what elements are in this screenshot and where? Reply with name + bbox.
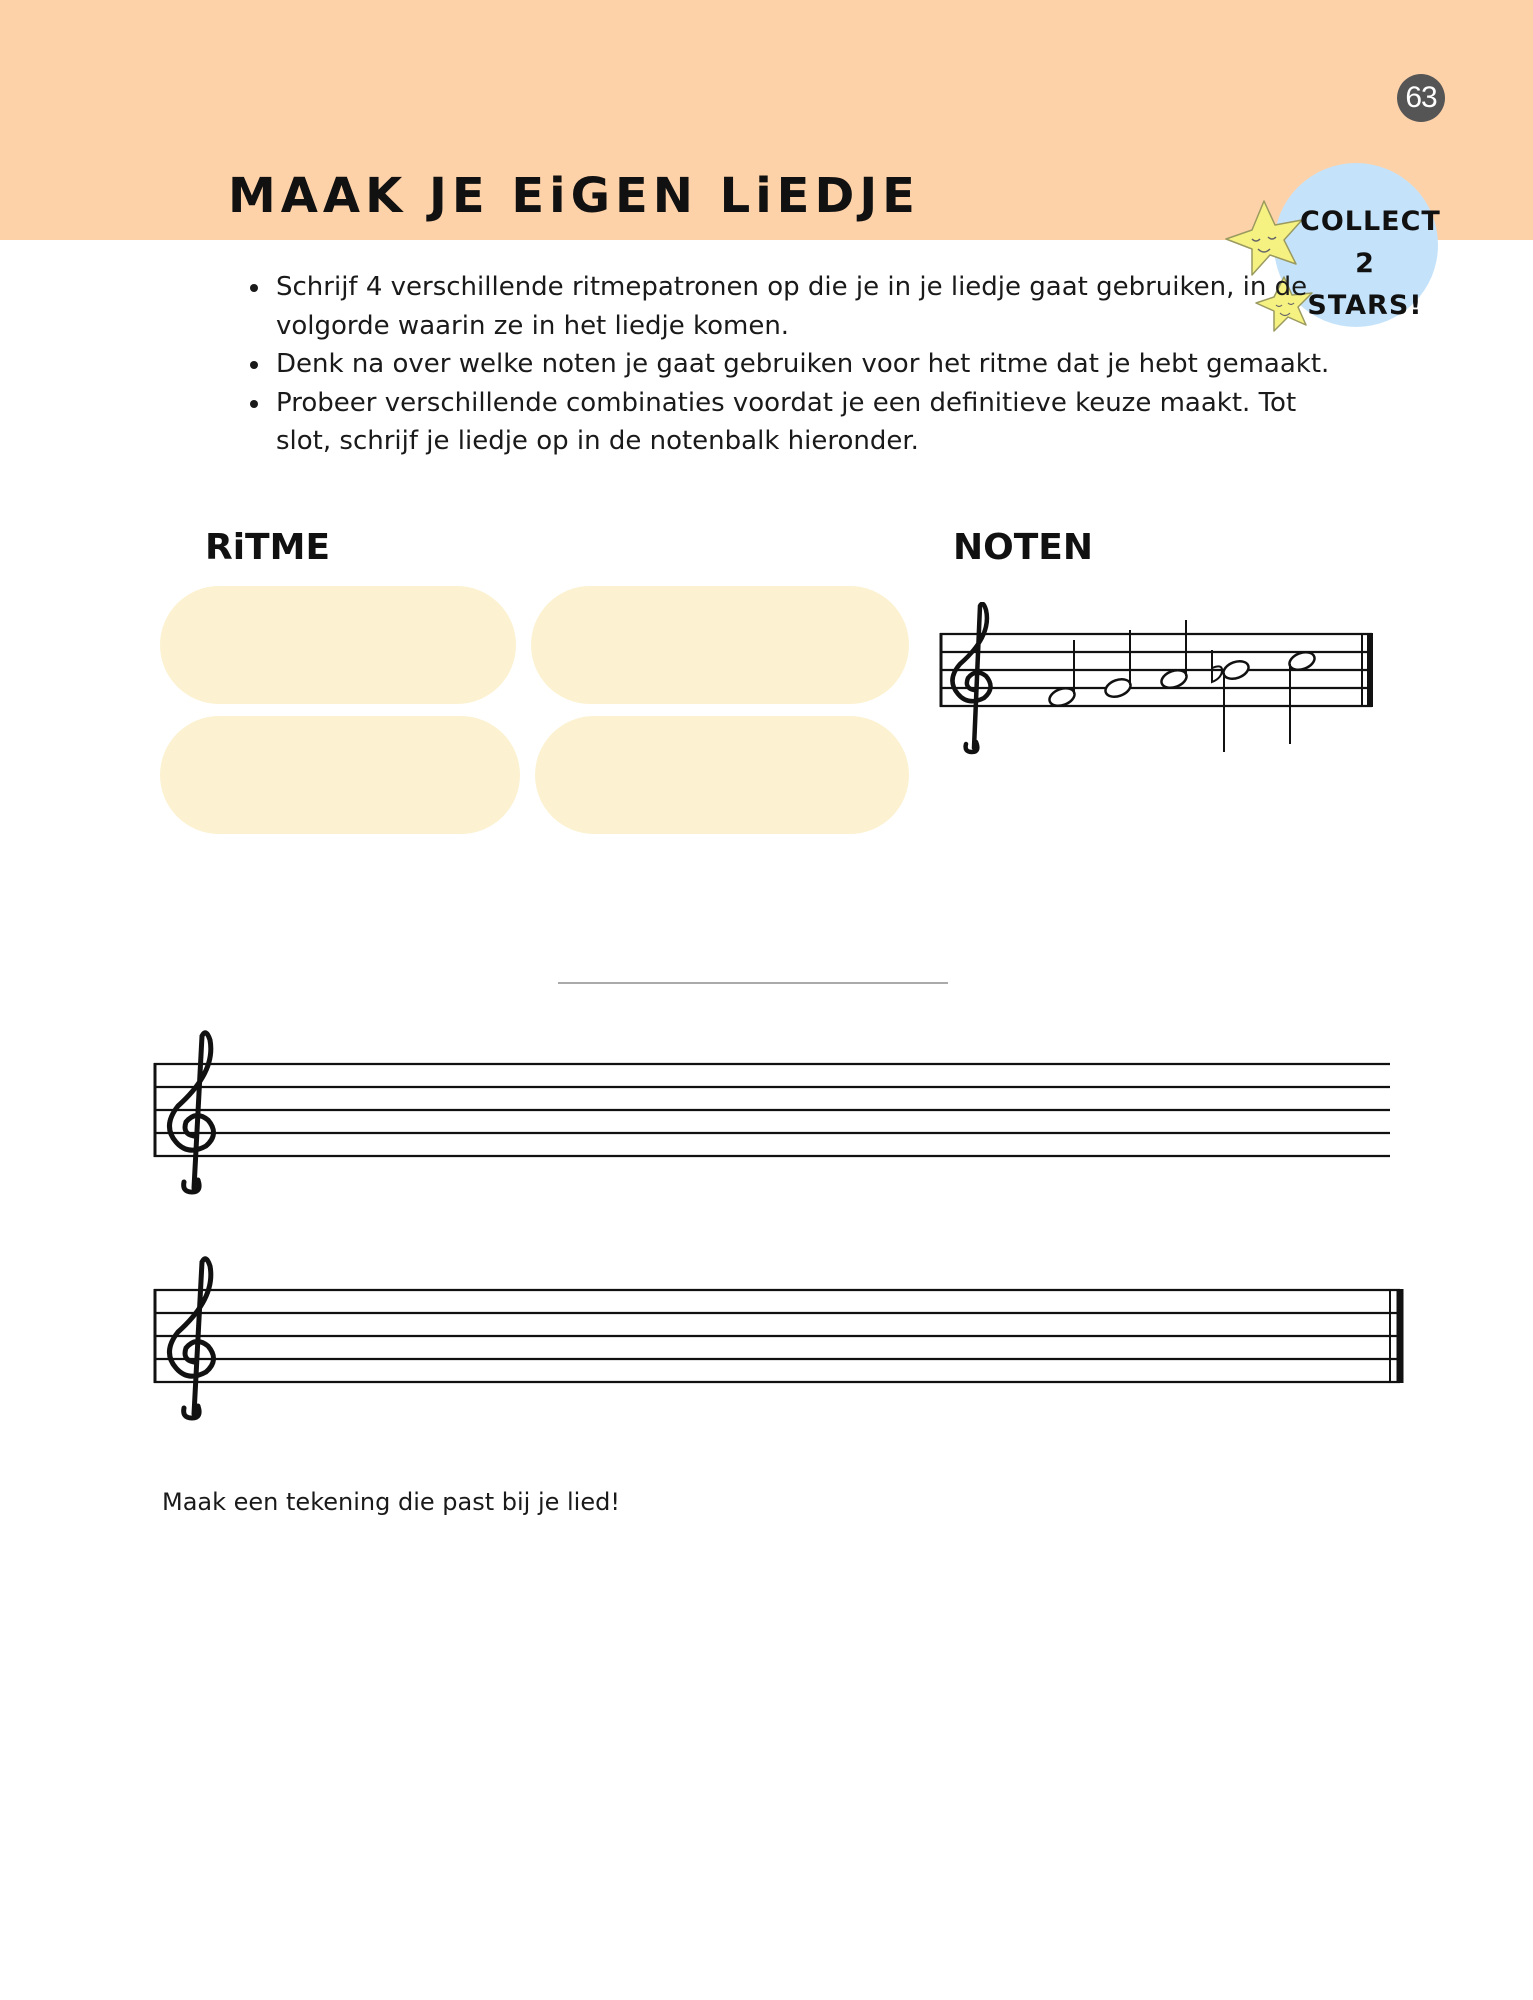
flat-icon	[1212, 650, 1222, 682]
rhythm-box-1[interactable]	[160, 586, 516, 704]
note-a-half	[1159, 620, 1189, 691]
song-staff-2[interactable]	[150, 1256, 1410, 1426]
treble-clef-icon	[169, 1259, 213, 1418]
ritme-label: RiTME	[205, 527, 331, 568]
song-title-line[interactable]	[558, 982, 948, 984]
note-f-half	[1047, 640, 1077, 709]
page-number: 63	[1397, 74, 1445, 122]
note-c-half	[1287, 649, 1317, 744]
song-staff-1[interactable]	[150, 1030, 1400, 1200]
note-g-half	[1103, 630, 1133, 700]
rhythm-box-2[interactable]	[531, 586, 909, 704]
staff-lines	[940, 634, 1372, 706]
page-title: MAAK JE EiGEN LiEDJE	[228, 168, 920, 224]
staff-lines	[154, 1064, 1390, 1156]
instruction-item: • Denk na over welke noten je gaat gebruiken voor het ritme dat je hebt gemaakt.	[272, 345, 1332, 384]
rhythm-box-4	[535, 716, 909, 834]
instruction-item: • Schrijf 4 verschillende ritmepatronen op die je in je liedje gaat gebruiken, in de volgorde waarin ze in het liedje komen.	[272, 268, 1332, 345]
instructions-list	[232, 268, 1332, 461]
badge-line-1: COLLECT	[1300, 206, 1441, 237]
treble-clef-icon	[952, 604, 990, 752]
rhythm-box-3[interactable]	[160, 716, 520, 834]
noten-example-staff	[936, 602, 1376, 762]
badge-line-2: 2 STARS!	[1307, 248, 1423, 321]
staff-lines	[154, 1290, 1400, 1382]
instruction-item: • Probeer verschillende combinaties voordat je een definitieve keuze maakt. Tot slot, schrijf je liedje op in de notenbalk hieronder.	[272, 384, 1332, 461]
treble-clef-icon	[169, 1033, 213, 1192]
drawing-prompt: Maak een tekening die past bij je lied!	[162, 1488, 620, 1516]
noten-label: NOTEN	[953, 527, 1094, 568]
star-icon-large	[1226, 201, 1302, 275]
note-bb-half	[1212, 650, 1251, 752]
